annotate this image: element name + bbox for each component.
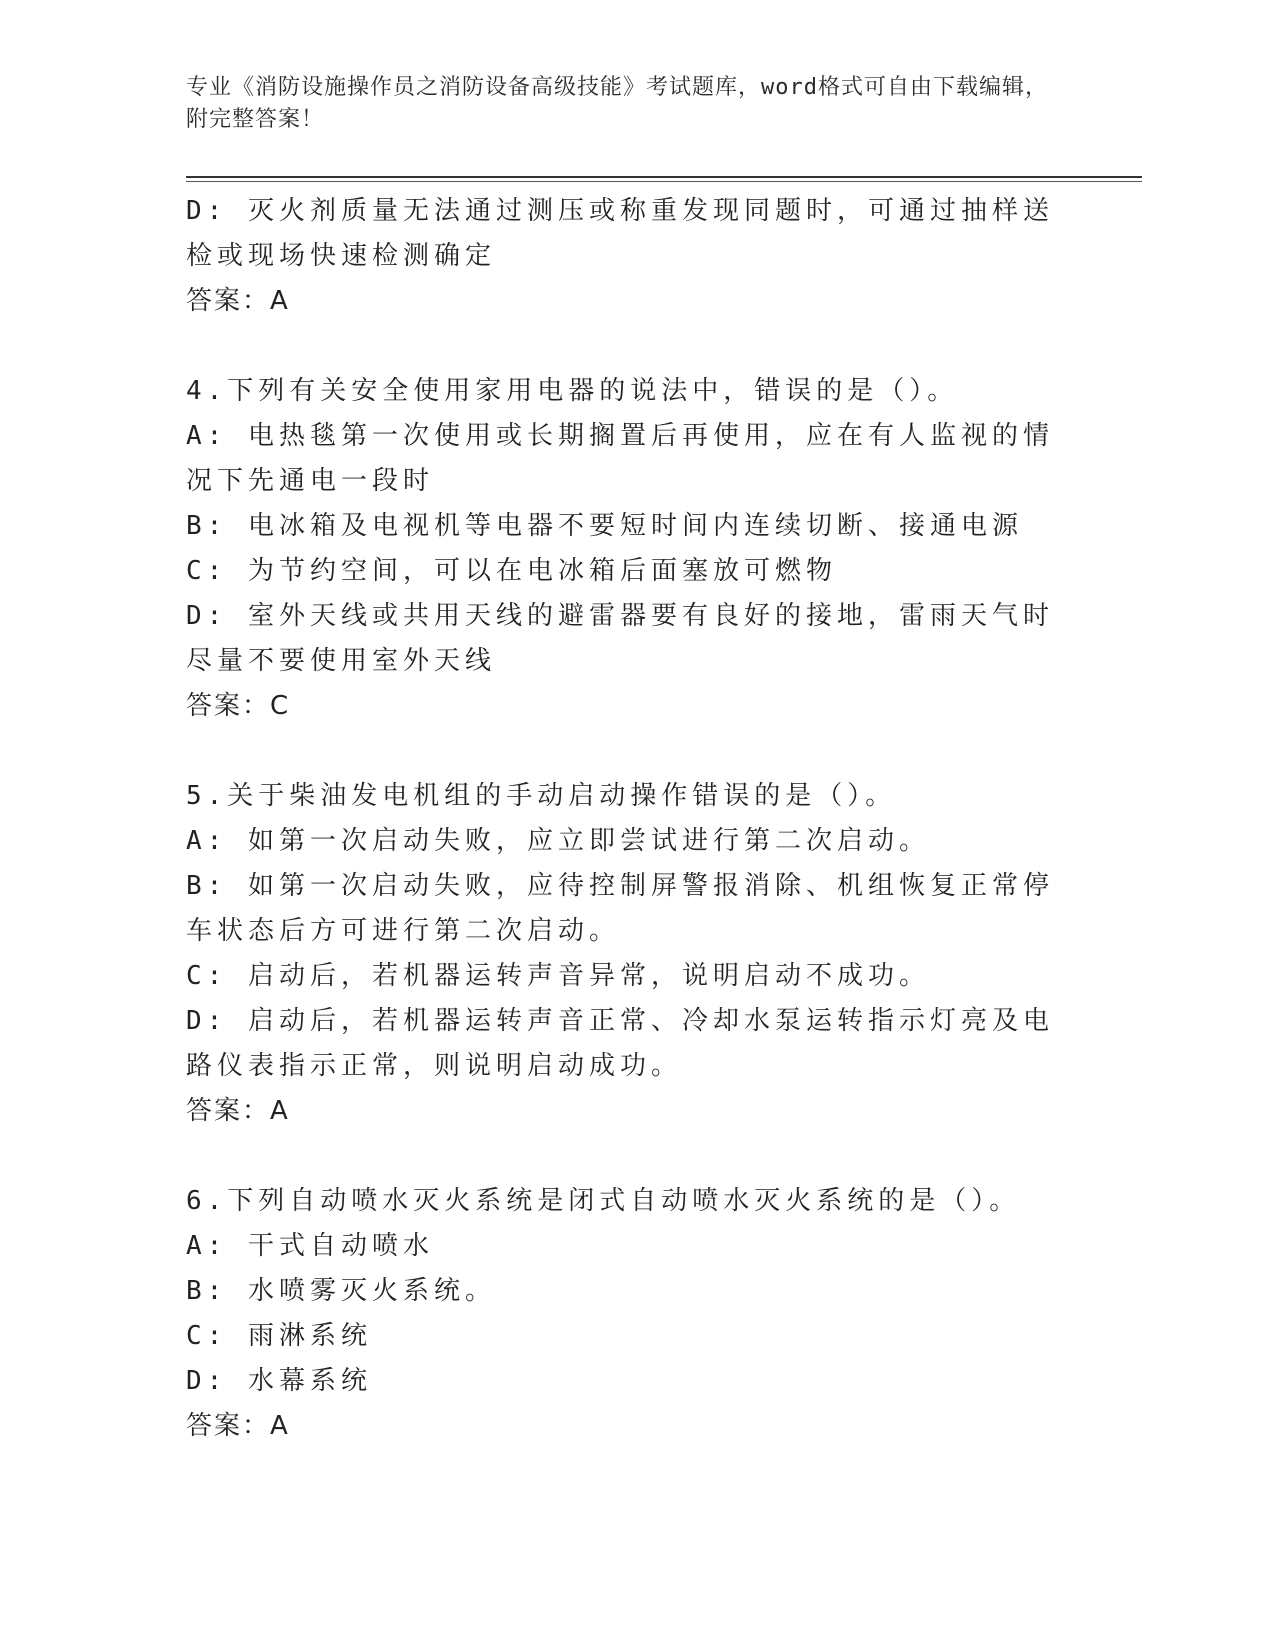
option-d: D: 水幕系统 [186,1366,372,1396]
option-c: C: 雨淋系统 [186,1321,372,1351]
header-rule-thin [186,181,1142,182]
document-body [186,189,1066,1449]
option-a: A: 干式自动喷水 [186,1231,434,1261]
header-rule-thick [186,176,1142,178]
question-stem: 6.下列自动喷水灭火系统是闭式自动喷水灭火系统的是（）。 [186,1186,1021,1216]
option-b: B: 如第一次启动失败，应待控制屏警报消除、机组恢复正常停车状态后方可进行第二次启动。 [186,871,1054,946]
spacer [186,729,1066,774]
answer-line: 答案：A [186,286,290,316]
option-a: A: 如第一次启动失败，应立即尝试进行第二次启动。 [186,826,930,856]
option-d: D: 室外天线或共用天线的避雷器要有良好的接地，雷雨天气时尽量不要使用室外天线 [186,601,1054,676]
page-header: 专业《消防设施操作员之消防设备高级技能》考试题库，word格式可自由下载编辑，附完整答案！ [186,75,1048,132]
answer-line: 答案：A [186,1096,290,1126]
answer-line: 答案：C [186,691,291,721]
question-4 [186,369,1066,729]
spacer [186,324,1066,369]
option-a: A: 电热毯第一次使用或长期搁置后再使用，应在有人监视的情况下先通电一段时 [186,421,1054,496]
question-stem: 5.关于柴油发电机组的手动启动操作错误的是（）。 [186,781,897,811]
question-5 [186,774,1066,1134]
question-stem: 4.下列有关安全使用家用电器的说法中，错误的是（）。 [186,376,959,406]
option-d: D: 灭火剂质量无法通过测压或称重发现同题时，可通过抽样送检或现场快速检测确定 [186,196,1054,271]
prev-question-tail [186,189,1066,324]
spacer [186,1134,1066,1179]
option-b: B: 水喷雾灭火系统。 [186,1276,496,1306]
option-d: D: 启动后，若机器运转声音正常、冷却水泵运转指示灯亮及电路仪表指示正常，则说明启动成功。 [186,1006,1054,1081]
option-c: C: 启动后，若机器运转声音异常，说明启动不成功。 [186,961,930,991]
option-c: C: 为节约空间，可以在电冰箱后面塞放可燃物 [186,556,837,586]
option-b: B: 电冰箱及电视机等电器不要短时间内连续切断、接通电源 [186,511,1023,541]
answer-line: 答案：A [186,1411,290,1441]
question-6 [186,1179,1066,1449]
